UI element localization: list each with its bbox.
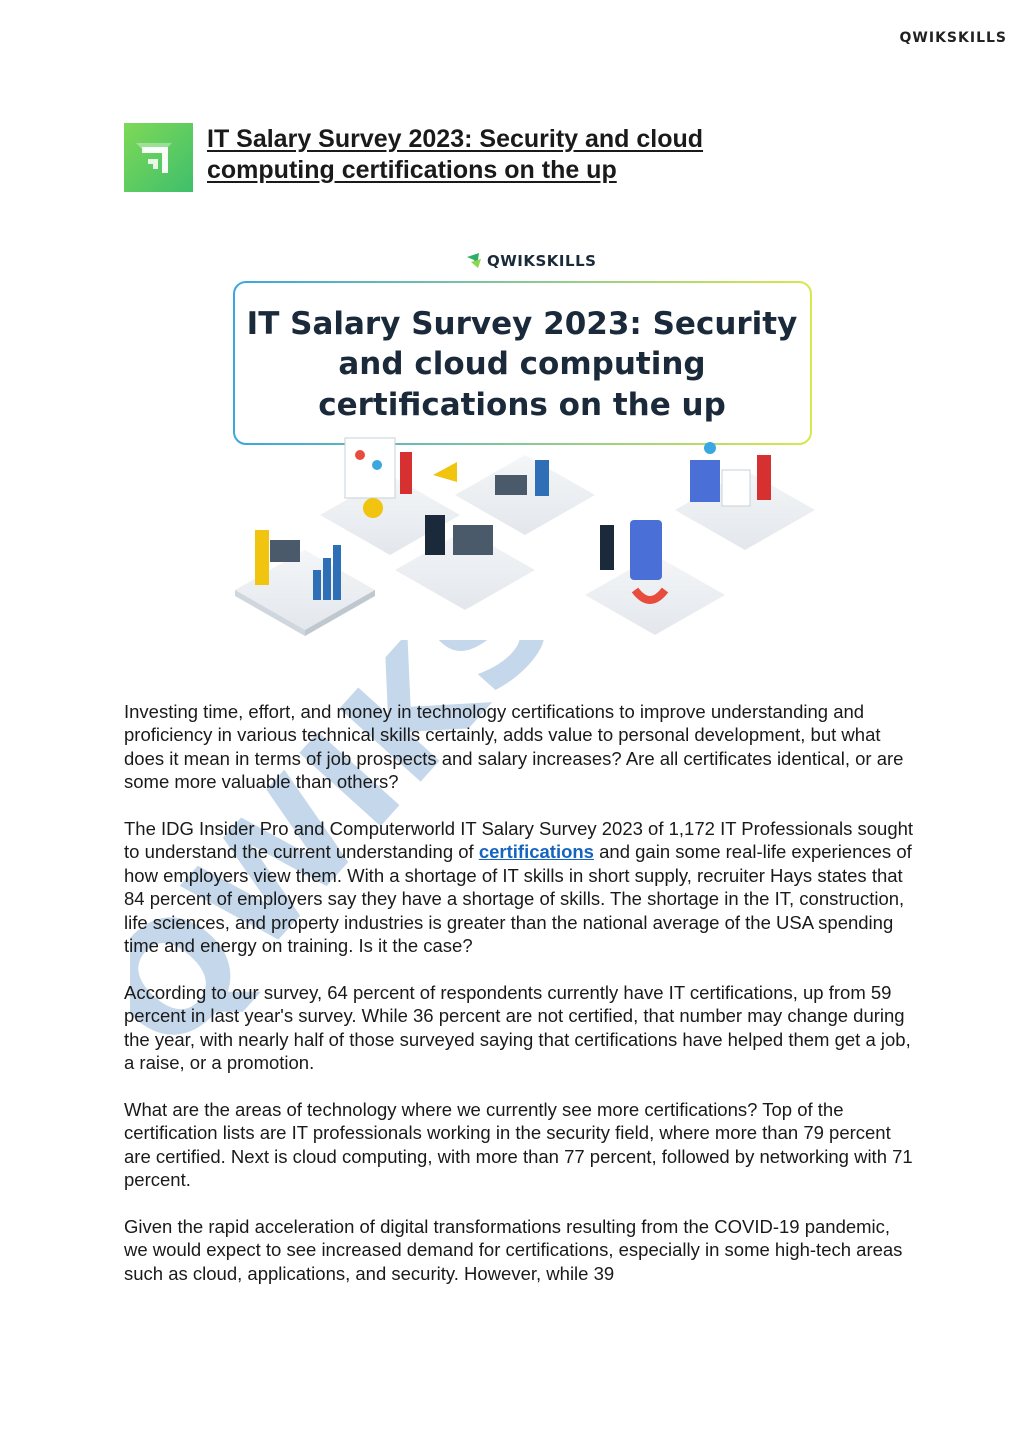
isometric-tiles-illustration (235, 438, 815, 636)
header-brand: QWIKSKILLS (899, 30, 1007, 46)
paragraph-2-text-before: The IDG Insider Pro and Computerworld IT Salary Survey 2023 of 1,172 IT Professionals sought to understand the current understanding of (124, 818, 914, 863)
paragraph-3: According to our survey, 64 percent of respondents currently have IT certifications, up from 59 percent in last year's survey. While 36 percent are not certified, that number may change during the year, with nearly half of those surveyed saying that certifications have helped them get a job, a raise, or a promotion. (124, 981, 911, 1074)
hero-headline-line2: and cloud computing (338, 346, 706, 382)
qwikskills-logo-icon (124, 123, 193, 192)
certifications-link[interactable]: certifications (478, 841, 594, 863)
article-body (124, 700, 914, 1308)
paragraph-2-text-after: and gain some real-life experiences of how employers view them. With a shortage of IT skills in short supply, recruiter Hays states that 84 percent of employers say they have a shortage of skills. The shortage in the IT, construction, life sciences, and property industries is greater than the national average of the USA spending time and energy on training. Is it the case? (124, 841, 912, 957)
paragraph-5: Given the rapid acceleration of digital transformations resulting from the COVID-19 pandemic, we would expect to see increased demand for certifications, especially in some high-tech areas such as cloud, applications, and security. However, while 39 (124, 1215, 903, 1284)
paragraph-4: What are the areas of technology where we currently see more certifications? Top of the certification lists are IT professionals working in the security field, where more than 79 percent are certified. Next is cloud computing, with more than 77 percent, followed by networking with 71 percent. (124, 1098, 913, 1191)
hero-brand-text: QWIKSKILLS (487, 252, 597, 270)
hero-banner (195, 240, 845, 660)
paragraph-2 (124, 817, 914, 957)
article-title-link[interactable]: IT Salary Survey 2023: Security and cloud computing certifications on the up (207, 125, 704, 184)
hero-brand-logo (467, 253, 481, 268)
hero-headline-line3: certifications on the up (318, 387, 726, 423)
paragraph-1: Investing time, effort, and money in technology certifications to improve understanding and proficiency in various technical skills certainly, adds value to personal development, but what does it mean in terms of job prospects and salary increases? Are all certificates identical, or are some more valuable than others? (124, 701, 904, 793)
hero-headline-line1: IT Salary Survey 2023: Security (246, 306, 798, 342)
